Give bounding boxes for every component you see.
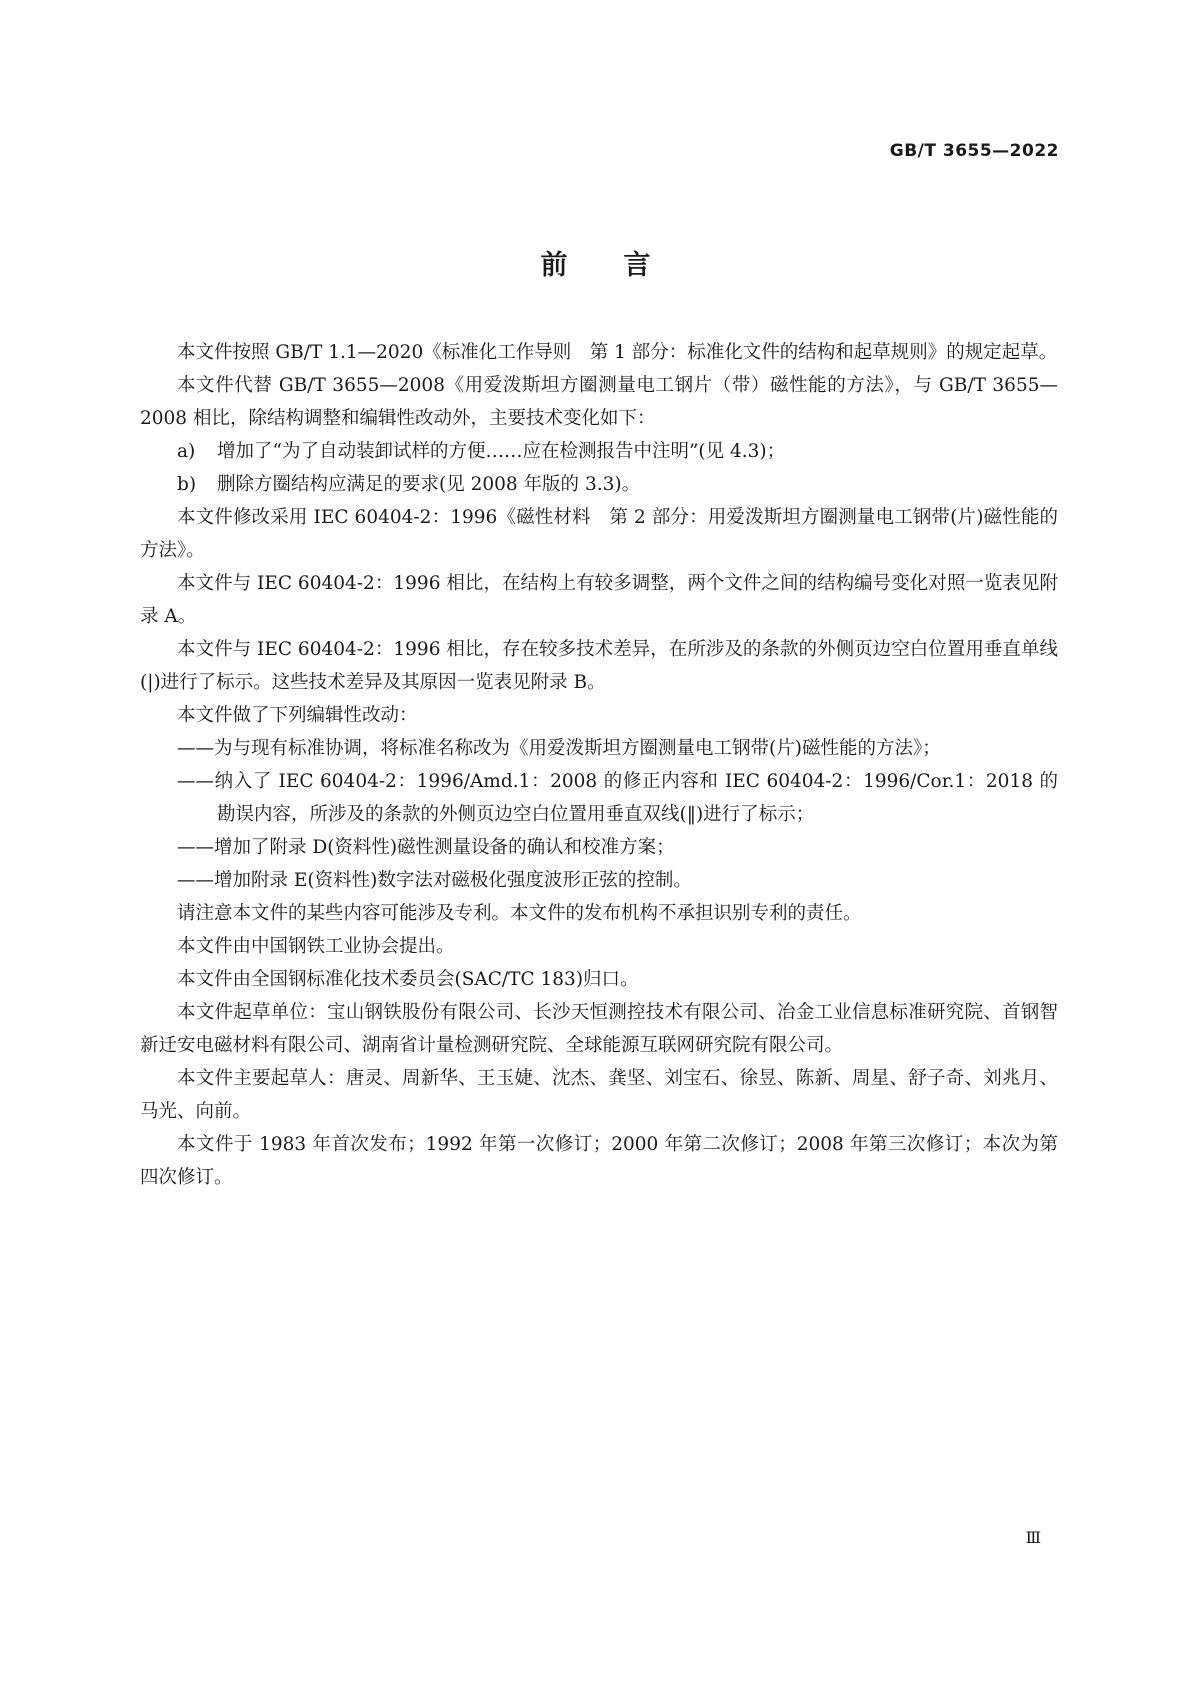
paragraph-under-jurisdiction: 本文件由全国钢标准化技术委员会(SAC/TC 183)归口。	[177, 969, 639, 990]
paragraph-revision-history: 本文件于 1983 年首次发布；1992 年第一次修订；2000 年第二次修订；2008 年第三次修订；本次为第四次修订。	[140, 1134, 1058, 1188]
paragraph-editorial-intro: 本文件做了下列编辑性改动：	[177, 705, 418, 726]
paragraph-drafters: 本文件主要起草人：唐灵、周新华、王玉婕、沈杰、龚坚、刘宝石、徐昱、陈新、周星、舒子奇、刘兆月、马光、向前。	[140, 1068, 1058, 1122]
paragraph-technical-differences: 本文件与 IEC 60404-2：1996 相比，存在较多技术差异，在所涉及的条款的外侧页边空白位置用垂直单线(|)进行了标示。这些技术差异及其原因一览表见附录 B。	[140, 639, 1058, 693]
change-item-b	[140, 468, 1058, 501]
paragraph-drafting-rules: 本文件按照 GB/T 1.1—2020《标准化工作导则 第 1 部分：标准化文件的结构和起草规则》的规定起草。	[177, 342, 1058, 363]
paragraph-modified-adoption: 本文件修改采用 IEC 60404-2：1996《磁性材料 第 2 部分：用爱泼斯坦方圈测量电工钢带(片)磁性能的方法》。	[140, 507, 1058, 561]
change-item-b-text: 删除方圈结构应满足的要求(见 2008 年版的 3.3)。	[217, 474, 641, 495]
editorial-item-3: ——增加了附录 D(资料性)磁性测量设备的确认和校准方案；	[177, 837, 675, 858]
change-item-a-text: 增加了“为了自动装卸试样的方便……应在检测报告中注明”(见 4.3)；	[217, 441, 786, 462]
page-title: 前言	[540, 250, 707, 281]
paragraph-replaces: 本文件代替 GB/T 3655—2008《用爱泼斯坦方圈测量电工钢片（带）磁性能的方法》，与 GB/T 3655—2008 相比，除结构调整和编辑性改动外，主要技术变化如下：	[140, 375, 1058, 429]
editorial-item-2: ——纳入了 IEC 60404-2：1996/Amd.1：2008 的修正内容和 IEC 60404-2：1996/Cor.1：2018 的勘误内容，所涉及的条款的外侧页边空白位置用垂直双线(‖)进行了标示；	[177, 771, 1058, 825]
editorial-item-1: ——为与现有标准协调，将标准名称改为《用爱泼斯坦方圈测量电工钢带(片)磁性能的方法》；	[177, 738, 941, 759]
change-item-b-label: b)	[177, 474, 197, 495]
paragraph-patent-notice: 请注意本文件的某些内容可能涉及专利。本文件的发布机构不承担识别专利的责任。	[177, 903, 862, 924]
foreword-body	[140, 336, 1058, 1194]
editorial-item-4: ——增加附录 E(资料性)数字法对磁极化强度波形正弦的控制。	[177, 870, 692, 891]
change-item-a-label: a)	[177, 441, 196, 462]
paragraph-proposed-by: 本文件由中国钢铁工业协会提出。	[177, 936, 455, 957]
paragraph-structure-changes: 本文件与 IEC 60404-2：1996 相比，在结构上有较多调整，两个文件之间的结构编号变化对照一览表见附录 A。	[140, 573, 1058, 627]
page-number: Ⅲ	[1025, 1528, 1041, 1547]
change-item-a	[140, 435, 1058, 468]
standard-code: GB/T 3655—2022	[889, 141, 1059, 161]
paragraph-drafting-organizations: 本文件起草单位：宝山钢铁股份有限公司、长沙天恒测控技术有限公司、冶金工业信息标准研究院、首钢智新迁安电磁材料有限公司、湖南省计量检测研究院、全球能源互联网研究院有限公司。	[140, 1002, 1058, 1056]
